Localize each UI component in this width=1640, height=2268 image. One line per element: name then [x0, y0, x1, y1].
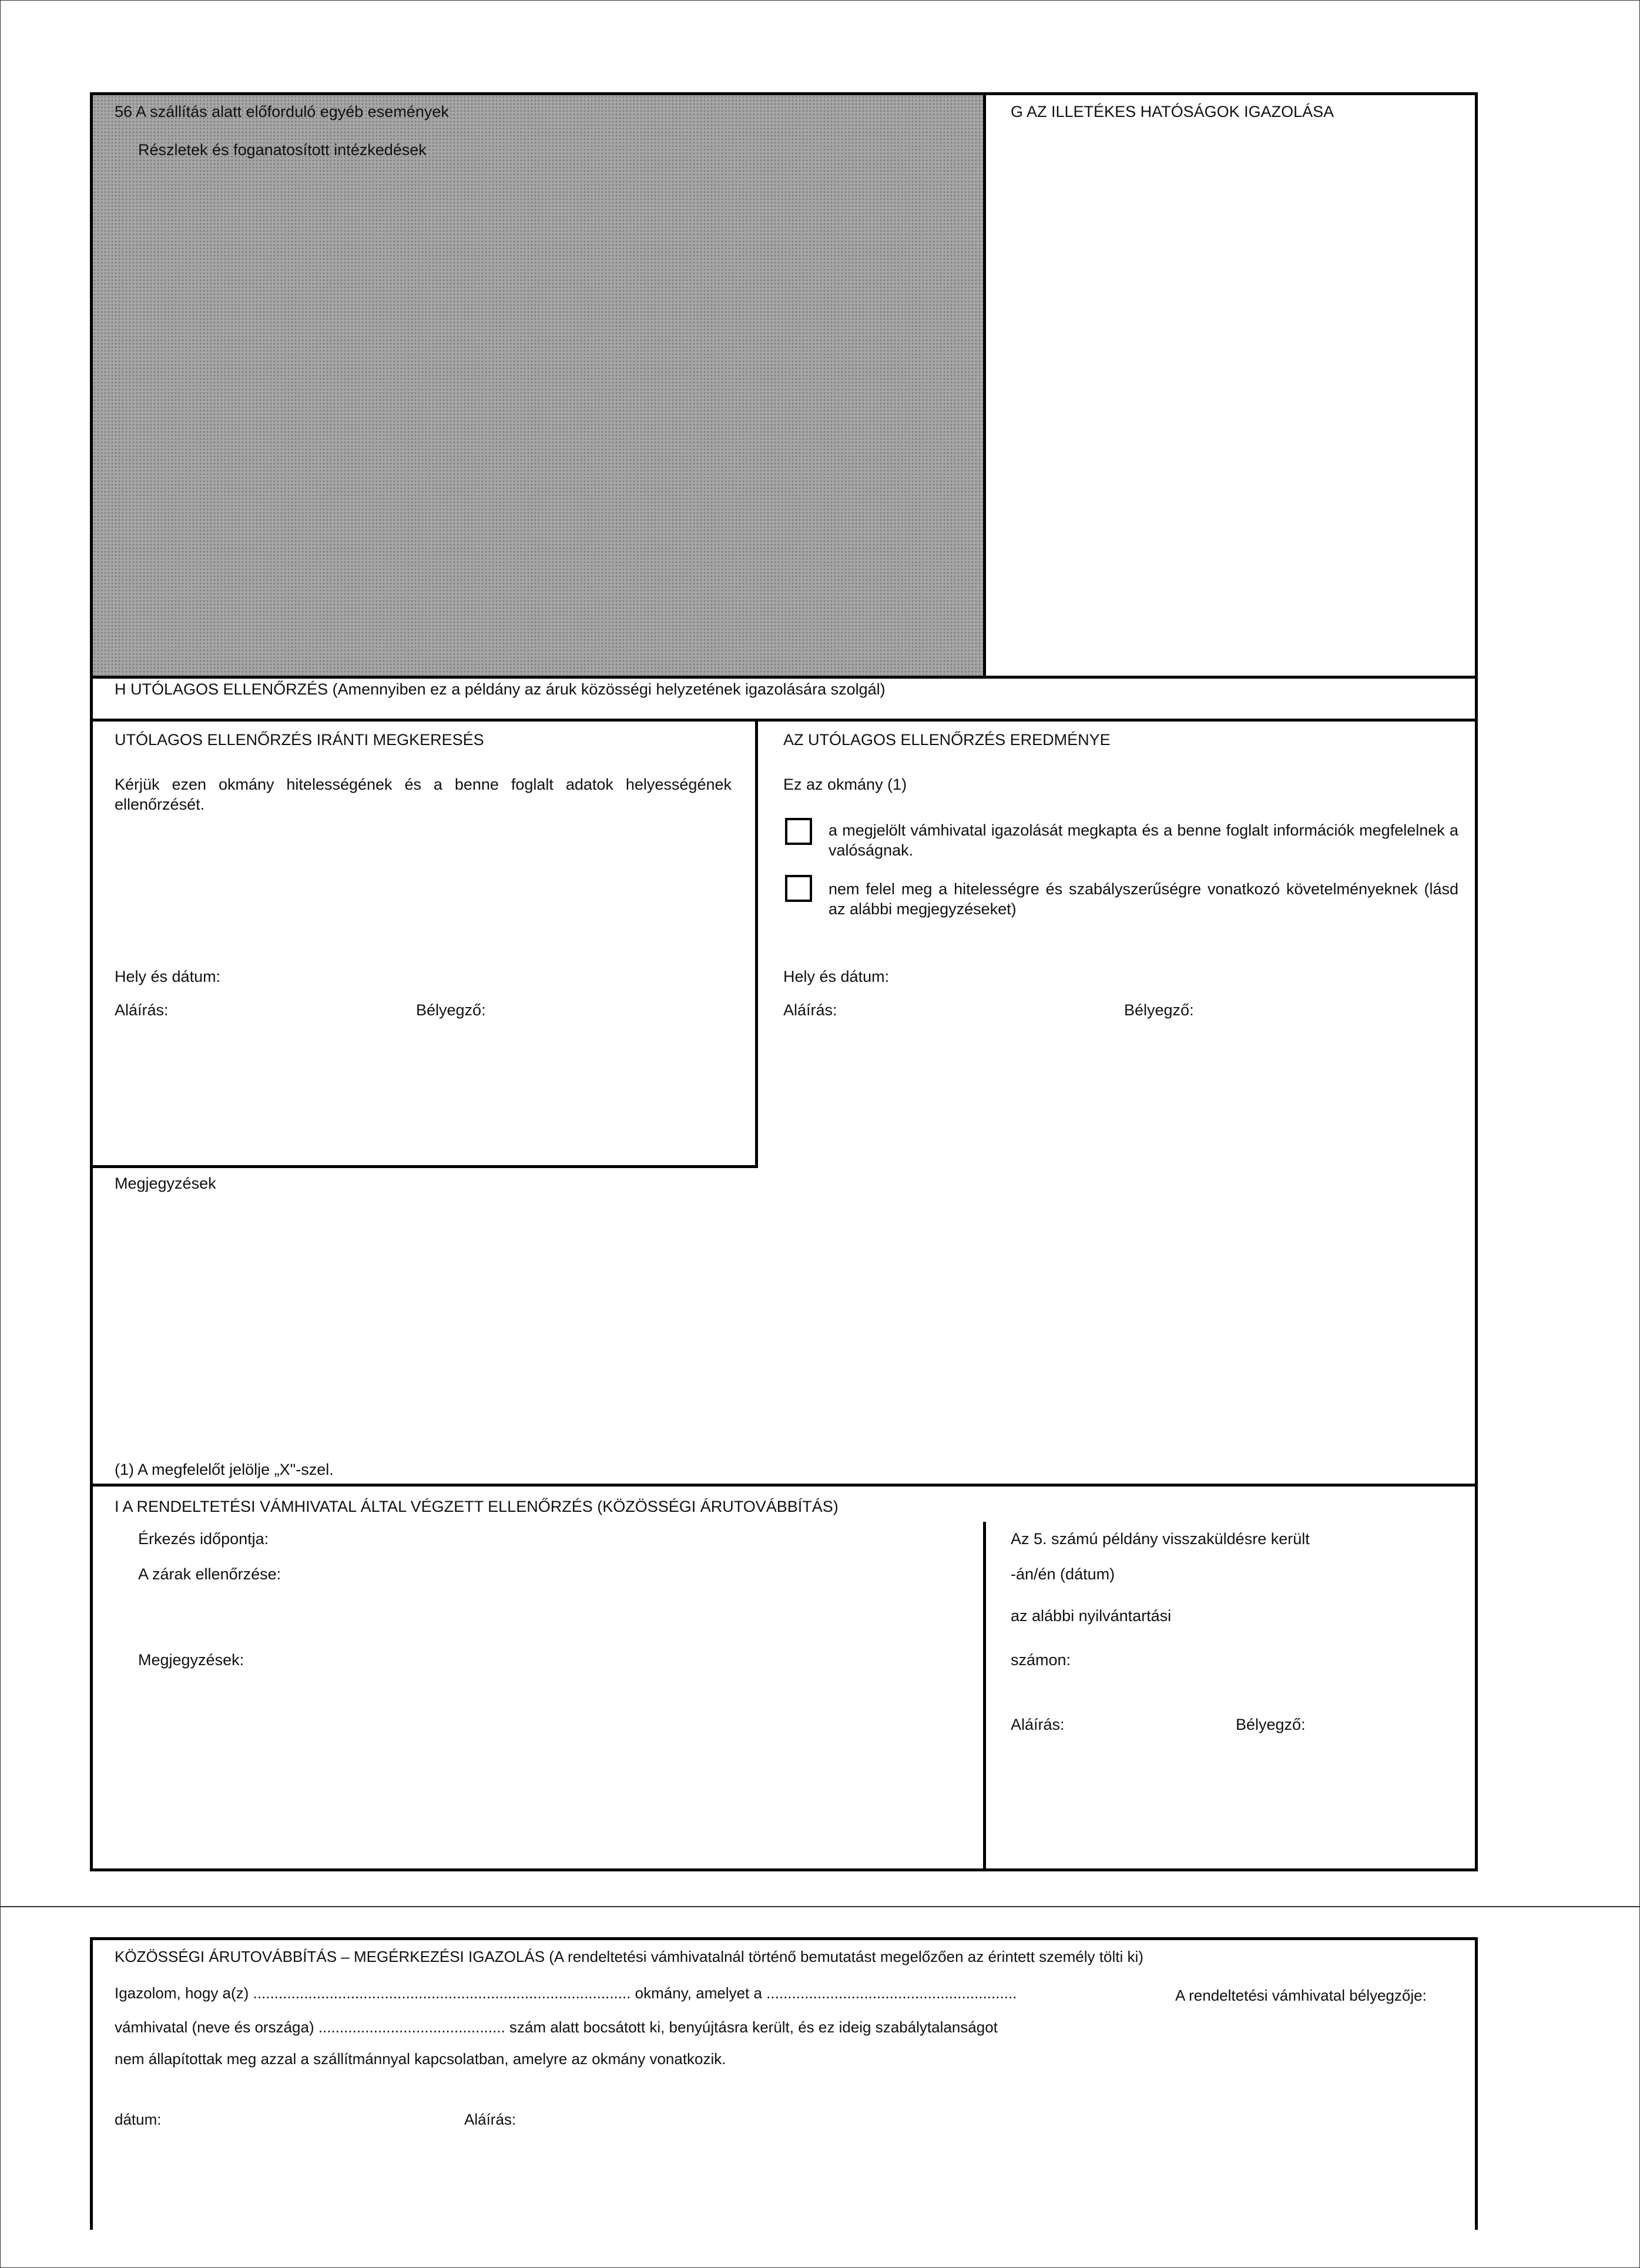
box-h-request-bottom-border — [90, 1165, 758, 1168]
result-signature-label: Aláírás: — [783, 1001, 837, 1019]
copy-returned-label: Az 5. számú példány visszaküldésre került — [1011, 1530, 1310, 1548]
box-i-stamp-label: Bélyegző: — [1236, 1716, 1306, 1733]
request-place-date-label: Hely és dátum: — [115, 968, 221, 985]
result-heading: AZ UTÓLAGOS ELLENŐRZÉS EREDMÉNYE — [783, 731, 1111, 749]
receipt-title: KÖZÖSSÉGI ÁRUTOVÁBBÍTÁS – MEGÉRKEZÉSI IGAZOLÁS (A rendeltetési vámhivatalnál történő bemutatást megelőzően az érintett személy tölti ki) — [115, 1948, 1143, 1965]
request-text: Kérjük ezen okmány hitelességének és a benne foglalt adatok helyességének ellenőrzését. — [115, 776, 732, 813]
receipt-line3: nem állapítottak meg azzal a szállítmánnyal kapcsolatban, amelyre az okmány vonatkozik. — [115, 2050, 726, 2068]
box-56-g-divider — [983, 92, 986, 679]
box-i-divider — [983, 1522, 986, 1871]
box-g-title: G AZ ILLETÉKES HATÓSÁGOK IGAZOLÁSA — [1011, 103, 1334, 120]
box-h-top-line — [90, 676, 1478, 679]
result-option1-text: a megjelölt vámhivatal igazolását megkapta és a benne foglalt információk megfelelnek a valóságnak. — [829, 821, 1458, 859]
box-h-remarks-label: Megjegyzések — [115, 1175, 216, 1192]
box-i-signature-label: Aláírás: — [1011, 1716, 1065, 1733]
receipt-date-label: dátum: — [115, 2111, 162, 2128]
box-h-request-right-border — [755, 719, 758, 1168]
box-i-title: I A RENDELTETÉSI VÁMHIVATAL ÁLTAL VÉGZETT ELLENŐRZÉS (KÖZÖSSÉGI ÁRUTOVÁBBÍTÁS) — [115, 1498, 839, 1515]
arrival-date-label: Érkezés időpontja: — [138, 1530, 269, 1548]
box-56-title: 56 A szállítás alatt előforduló egyéb események — [115, 103, 449, 120]
box-56-subtitle: Részletek és foganatosított intézkedések — [138, 141, 427, 159]
request-stamp-label: Bélyegző: — [416, 1001, 486, 1019]
result-stamp-label: Bélyegző: — [1124, 1001, 1194, 1019]
receipt-line1: Igazolom, hogy a(z) ......................................................................................... okmány, amelyet a ........................................................... — [115, 1984, 1017, 2002]
result-option2-text: nem felel meg a hitelességre és szabályszerűségre vonatkozó követelményeknek (lásd az alábbi megjegyzéseket) — [829, 880, 1458, 918]
receipt-signature-label: Aláírás: — [464, 2111, 517, 2128]
result-intro: Ez az okmány (1) — [783, 776, 907, 793]
result-option1-checkbox[interactable] — [785, 818, 812, 845]
box-i-top-line — [90, 1484, 1478, 1487]
result-place-date-label: Hely és dátum: — [783, 968, 890, 985]
result-option2-checkbox[interactable] — [785, 875, 812, 902]
receipt-stamp-label: A rendeltetési vámhivatal bélyegzője: — [1175, 1987, 1427, 2004]
request-heading: UTÓLAGOS ELLENŐRZÉS IRÁNTI MEGKERESÉS — [115, 731, 484, 749]
box-h-footnote: (1) A megfelelőt jelölje „X"-szel. — [115, 1461, 334, 1478]
receipt-top-line — [90, 1937, 1478, 1940]
return-date-label: -án/én (dátum) — [1011, 1565, 1115, 1583]
receipt-line2: vámhivatal (neve és országa) ............................................ szám alatt bocsátott ki, benyújtásra került, és ez ideig szabálytalanságot — [115, 2018, 998, 2036]
request-signature-label: Aláírás: — [115, 1001, 169, 1019]
box-56-shaded-area — [93, 95, 983, 676]
registry-number-label: számon: — [1011, 1651, 1071, 1669]
receipt-right-border — [1475, 1937, 1478, 2230]
seals-check-label: A zárak ellenőrzése: — [138, 1565, 281, 1583]
registry-label: az alábbi nyilvántartási — [1011, 1607, 1172, 1625]
box-i-remarks-label: Megjegyzések: — [138, 1651, 244, 1669]
box-h-title: H UTÓLAGOS ELLENŐRZÉS (Amennyiben ez a példány az áruk közösségi helyzetének igazolására szolgál) — [115, 680, 886, 698]
box-h-header-line — [90, 719, 1478, 722]
receipt-left-border — [90, 1937, 93, 2230]
